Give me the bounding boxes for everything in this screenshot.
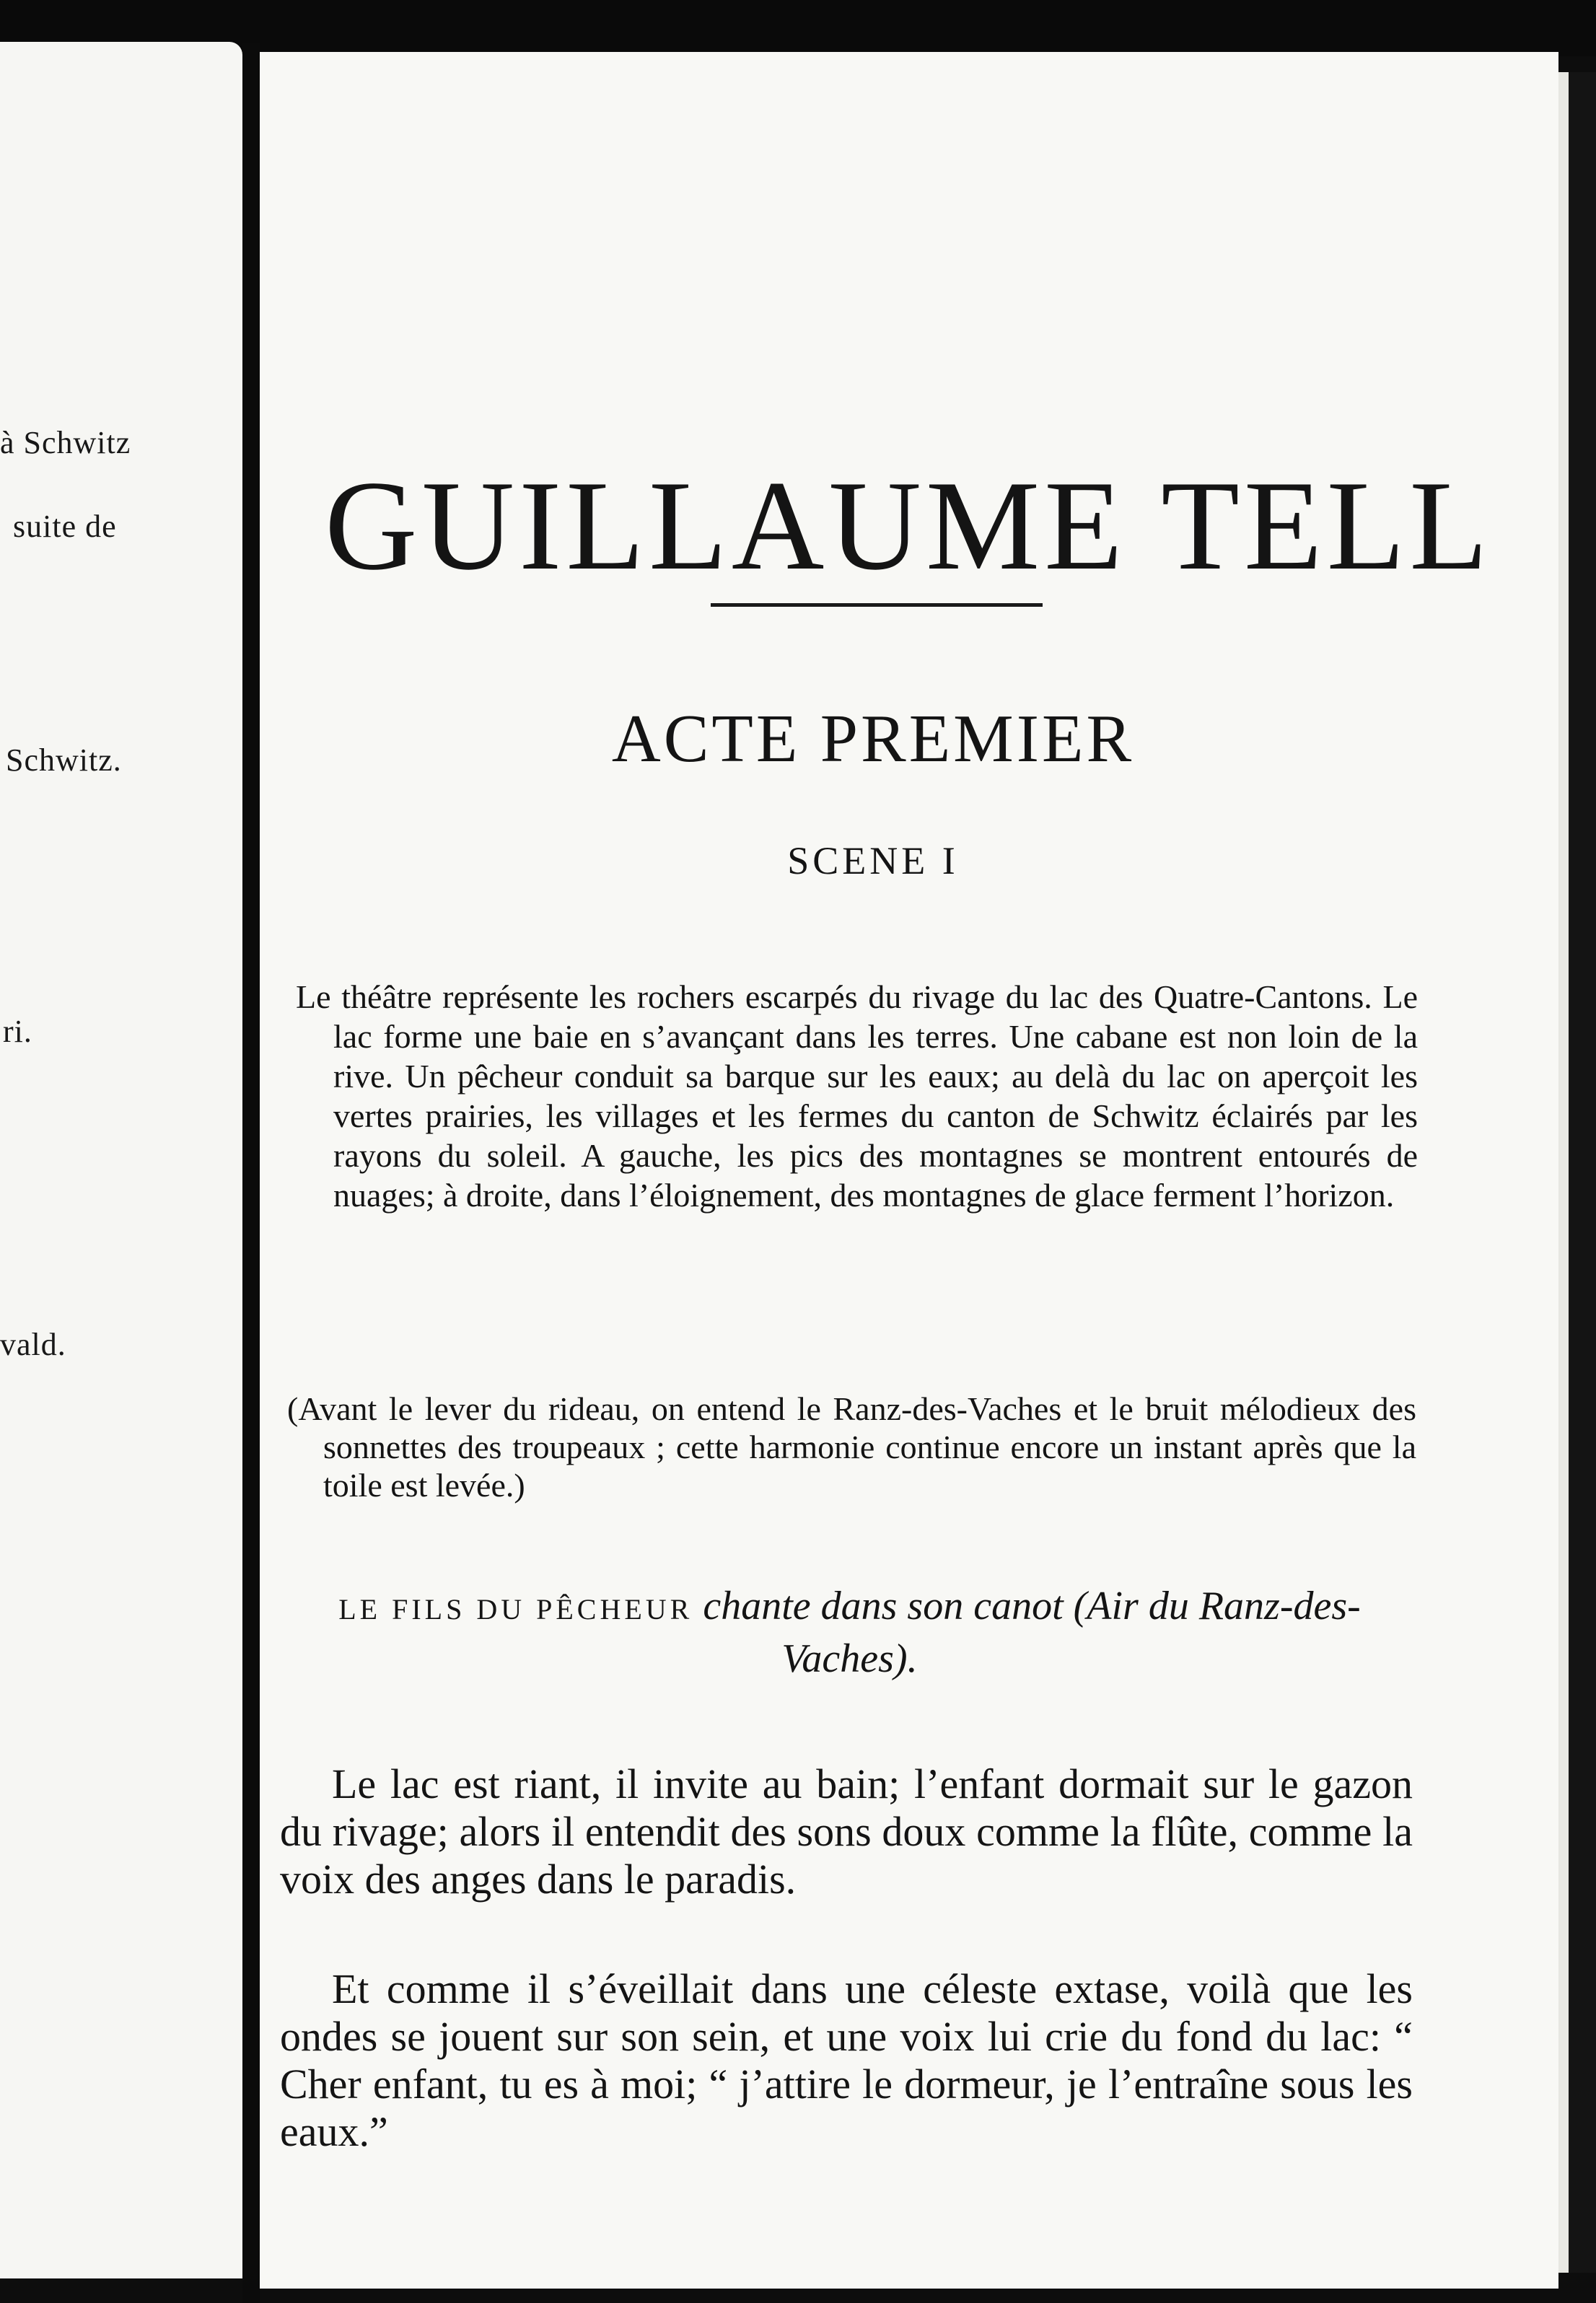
speaker-name: LE FILS DU PÊCHEUR (338, 1593, 693, 1626)
page-edge (1558, 72, 1596, 2273)
stage-note: (Avant le lever du rideau, on entend le Ranz-des-Vaches et le bruit mélodieux des sonnettes des troupeaux ; cette harmonie continue encore un instant après que la toile est levée.) (287, 1390, 1416, 1504)
title-rule (711, 603, 1043, 607)
speaker-cue (281, 1582, 1418, 1683)
left-page-line: Schwitz. (6, 742, 122, 778)
left-page-fragment (0, 42, 242, 2278)
book-gutter (242, 43, 260, 2303)
speaker-direction: chante dans son canot (Air du Ranz-des-Vaches). (703, 1584, 1361, 1681)
act-heading: ACTE PREMIER (611, 701, 1135, 776)
stage-direction: Le théâtre représente les rochers escarpés du rivage du lac des Quatre-Cantons. Le lac forme une baie en s’avançant dans les terres. Une cabane est non loin de la rive. Un pêcheur conduit sa barque sur les eaux; au delà du lac on aperçoit les vertes prairies, les villages et les fermes du canton de Schwitz éclairés par les rayons du soleil. A gauche, les pics des montagnes se montrent entourés de nuages; à droite, dans l’éloignement, des montagnes de glace ferment l’horizon. (296, 978, 1418, 1214)
dialogue-paragraph: Et comme il s’éveillait dans une céleste extase, voilà que les ondes se jouent sur son sein, et une voix lui crie du fond du lac: “ Cher enfant, tu es à moi; “ j’attire le dormeur, je l’entraîne sous les eaux.” (280, 1965, 1413, 2155)
dialogue-paragraph: Le lac est riant, il invite au bain; l’enfant dormait sur le gazon du rivage; alors il entendit des sons doux comme la flûte, comme la voix des anges dans le paradis. (280, 1760, 1413, 1903)
left-page-line: vald. (0, 1327, 66, 1362)
left-page-line: à Schwitz (0, 425, 131, 460)
scene-heading: SCENE I (787, 839, 959, 882)
left-page-line: ri. (3, 1014, 32, 1049)
left-page-line: suite de (13, 509, 117, 544)
play-title: GUILLAUME TELL (325, 454, 1493, 597)
